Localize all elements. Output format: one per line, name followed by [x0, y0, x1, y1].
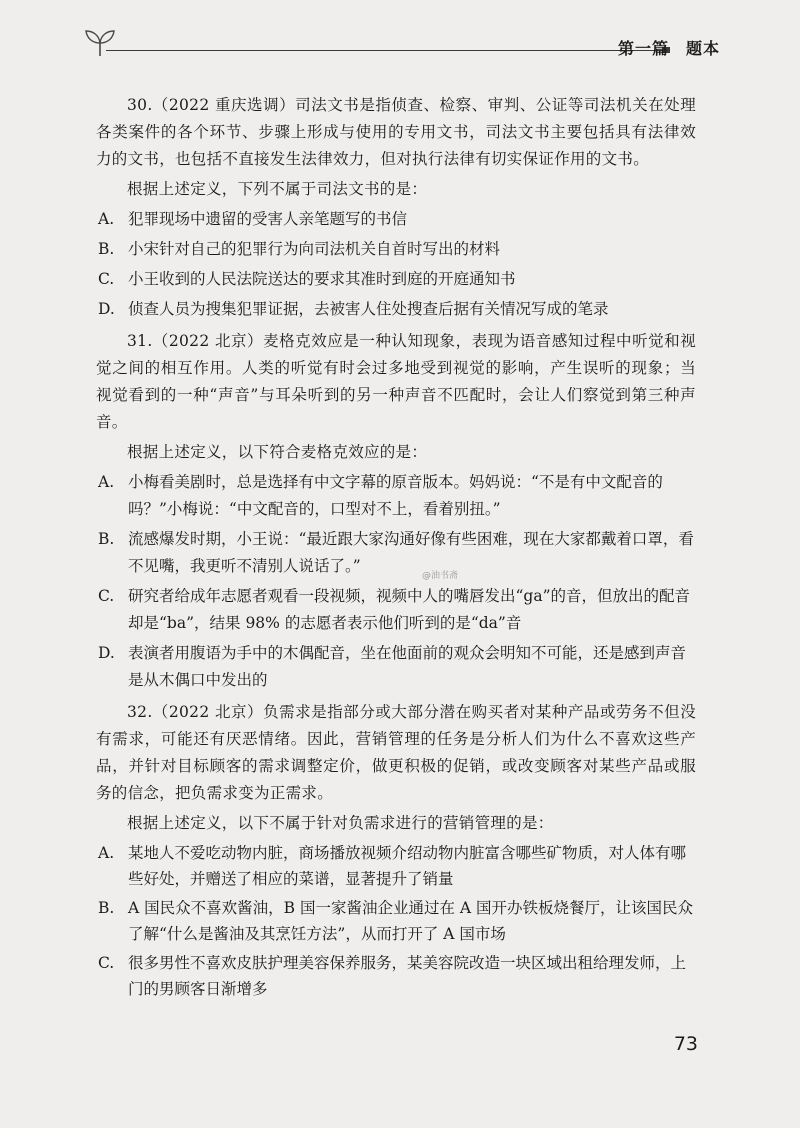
- page-header: [70, 22, 730, 62]
- question-stem: 根据上述定义，以下符合麦格克效应的是：: [127, 443, 428, 461]
- option-letter: B.: [98, 899, 115, 917]
- question-stem: 根据上述定义，以下不属于针对负需求进行的营销管理的是：: [127, 814, 554, 832]
- option-letter: B.: [98, 240, 115, 258]
- option-text: 侦查人员为搜集犯罪证据，去被害人住处搜查后据有关情况写成的笔录: [128, 300, 609, 318]
- option-text: 小王收到的人民法院送达的要求其准时到庭的开庭通知书: [128, 270, 516, 288]
- option-text: 犯罪现场中遗留的受害人亲笔题写的书信: [128, 210, 408, 228]
- option-b: [96, 895, 696, 947]
- option-letter: D.: [98, 300, 115, 318]
- option-a: [96, 840, 696, 892]
- option-c: [96, 950, 696, 1002]
- option-d: [96, 296, 696, 323]
- option-letter: A.: [98, 844, 115, 862]
- option-letter: D.: [98, 644, 115, 662]
- question-list: [96, 92, 696, 1007]
- question-30: [96, 92, 696, 323]
- option-letter: C.: [98, 587, 115, 605]
- option-text: 很多男性不喜欢皮肤护理美容保养服务，某美容院改造一块区域出租给理发师，上门的男顾客日渐增多: [128, 954, 687, 998]
- option-text: 流感爆发时期，小王说：“最近跟大家沟通好像有些困难，现在大家都戴着口罩，看不见嘴，我更听不清别人说话了。”: [128, 530, 694, 575]
- option-a: [96, 206, 696, 233]
- header-title: 第一篇 题本: [617, 39, 720, 58]
- option-letter: C.: [98, 954, 115, 972]
- watermark: @油书斋: [422, 571, 459, 581]
- header-rule: [106, 50, 666, 51]
- option-text: 某地人不爱吃动物内脏，商场播放视频介绍动物内脏富含哪些矿物质，对人体有哪些好处，并赠送了相应的菜谱，显著提升了销量: [128, 844, 687, 888]
- option-text: 小宋针对自己的犯罪行为向司法机关自首时写出的材料: [128, 240, 501, 258]
- option-letter: C.: [98, 270, 115, 288]
- option-d: [96, 640, 696, 694]
- option-text: 小梅看美剧时，总是选择有中文字幕的原音版本。妈妈说：“不是有中文配音的吗？”小梅说：“中文配音的，口型对不上，看着别扭。”: [128, 473, 663, 518]
- page-number: 73: [673, 1033, 698, 1055]
- question-31: [96, 328, 696, 694]
- option-letter: A.: [98, 210, 115, 228]
- sprout-icon: [82, 28, 118, 58]
- option-text: A 国民众不喜欢酱油，B 国一家酱油企业通过在 A 国开办铁板烧餐厅，让该国民众了解“什么是酱油及其烹饪方法”，从而打开了 A 国市场: [128, 899, 693, 943]
- question-stem: 根据上述定义，下列不属于司法文书的是：: [127, 180, 428, 198]
- option-b: [96, 526, 696, 580]
- option-b: [96, 236, 696, 263]
- option-letter: B.: [98, 530, 115, 548]
- option-c: [96, 583, 696, 637]
- question-text: 30.（2022 重庆选调）司法文书是指侦查、检察、审判、公证等司法机关在处理各类案件的各个环节、步骤上形成与使用的专用文书，司法文书主要包括具有法律效力的文书，也包括不直接发生法律效力，但对执行法律有切实保证作用的文书。: [96, 96, 696, 168]
- question-text: 31.（2022 北京）麦格克效应是一种认知现象，表现为语音感知过程中听觉和视觉之间的相互作用。人类的听觉有时会过多地受到视觉的影响，产生误听的现象；当视觉看到的一种“声音”与耳朵听到的另一种声音不匹配时，会让人们察觉到第三种声音。: [96, 332, 696, 431]
- option-letter: A.: [98, 473, 115, 491]
- option-text: 研究者给成年志愿者观看一段视频，视频中人的嘴唇发出“ga”的音，但放出的配音却是“ba”，结果 98% 的志愿者表示他们听到的是“da”音: [128, 587, 691, 632]
- option-text: 表演者用腹语为手中的木偶配音，坐在他面前的观众会明知不可能，还是感到声音是从木偶口中发出的: [128, 644, 687, 689]
- question-32: [96, 699, 696, 1002]
- question-text: 32.（2022 北京）负需求是指部分或大部分潜在购买者对某种产品或劳务不但没有需求，可能还有厌恶情绪。因此，营销管理的任务是分析人们为什么不喜欢这些产品，并针对目标顾客的需求调整定价，做更积极的促销，或改变顾客对某些产品或服务的信念，把负需求变为正需求。: [96, 703, 696, 802]
- option-c: [96, 266, 696, 293]
- option-a: [96, 469, 696, 523]
